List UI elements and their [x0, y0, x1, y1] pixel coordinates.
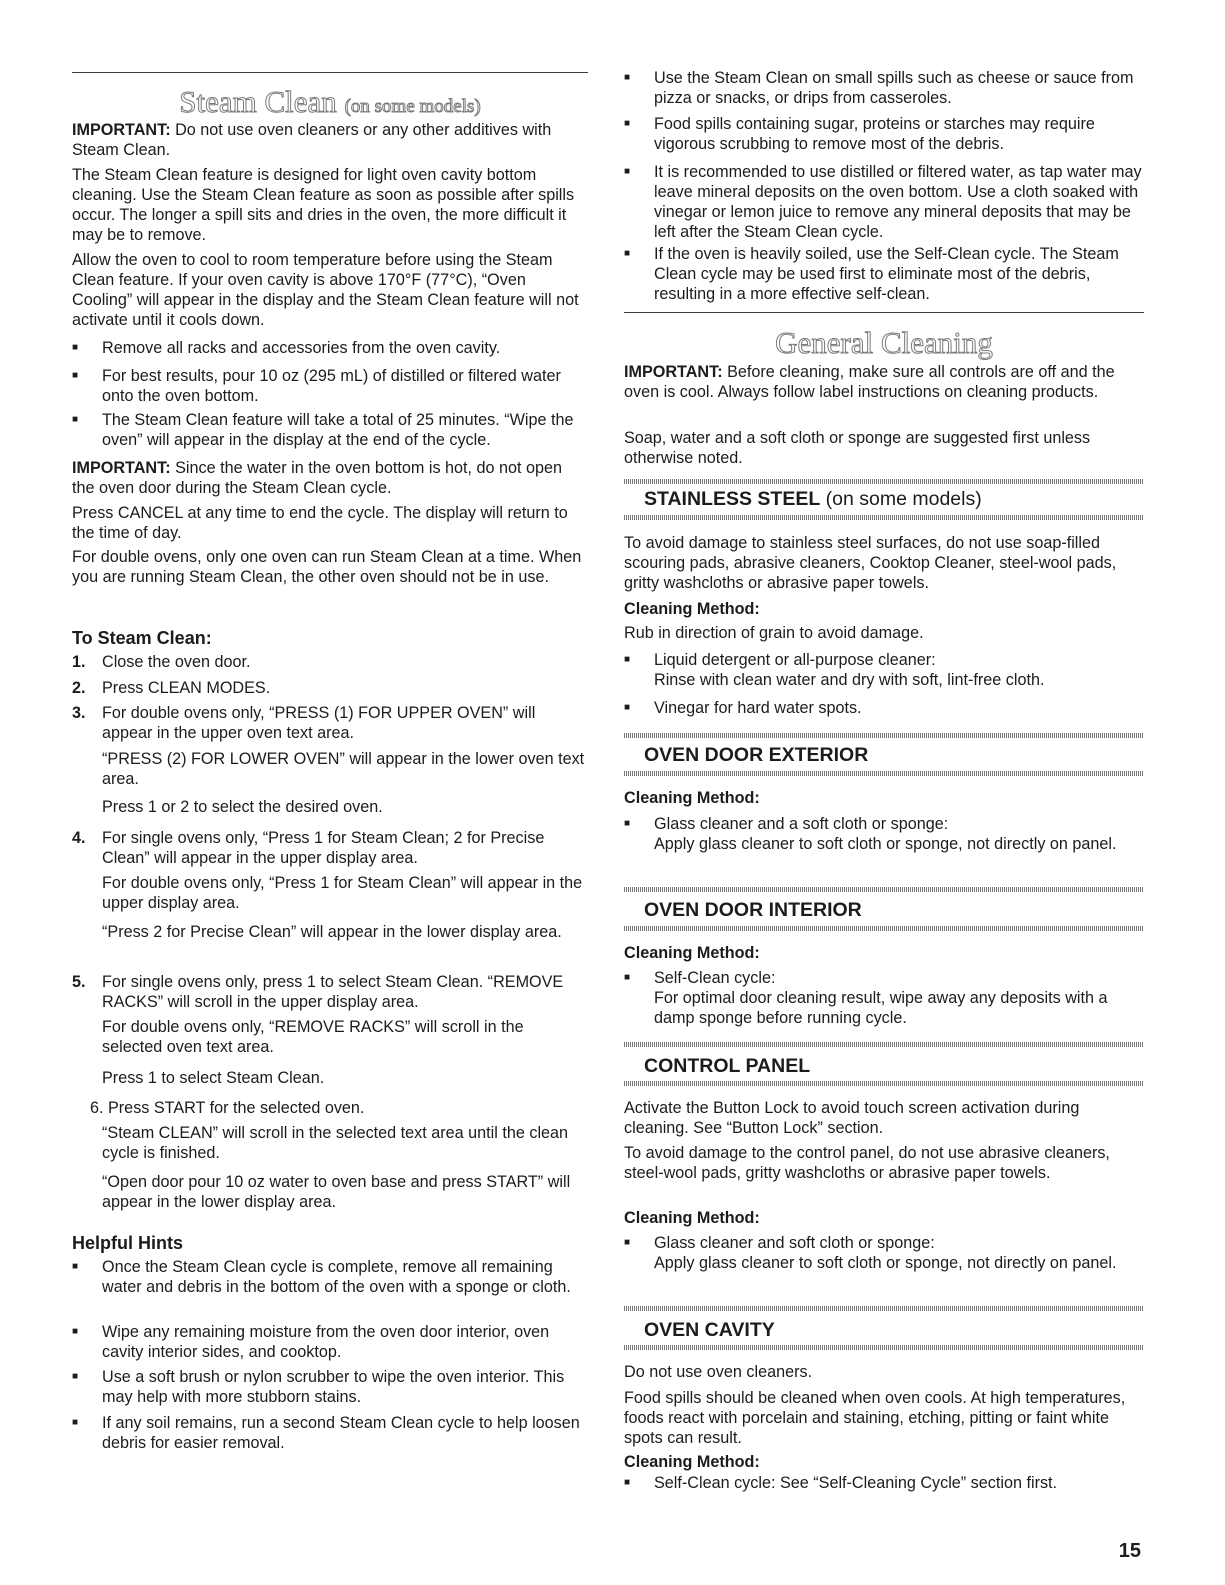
to-steam-clean-heading: To Steam Clean: — [72, 628, 212, 648]
list-item: ■ If the oven is heavily soiled, use the Self-Clean cycle. The Steam Clean cycle may be used first to eliminate most of the debris, resulting in a more effective self-clean. — [624, 245, 1119, 303]
list-item: ■ Wipe any remaining moisture from the oven door interior, oven cavity interior sides, and cooktop. — [72, 1323, 550, 1361]
cleaning-method-label: Cleaning Method: — [624, 1453, 760, 1471]
cleaning-method-label: Cleaning Method: — [624, 944, 760, 962]
list-item: ■ Self-Clean cycle: For optimal door cleaning result, wipe away any deposits with a damp sponge before running cycle. — [624, 969, 1108, 1027]
section-divider — [624, 1081, 1144, 1086]
page-number: 15 — [1118, 1540, 1141, 1562]
paragraph: For double ovens, only one oven can run Steam Clean at a time. When you are running Steam Clean, the other oven should not be in use. — [72, 548, 582, 586]
list-item: ■ Glass cleaner and soft cloth or sponge: Apply glass cleaner to soft cloth or sponge, not directly on panel. — [624, 1234, 1117, 1272]
step: 5. For single ovens only, press 1 to select Steam Clean. “REMOVE RACKS” will scroll in the upper display area. — [72, 973, 564, 1011]
list-item: ■ Use a soft brush or nylon scrubber to wipe the oven interior. This may help with more stubborn stains. — [72, 1368, 565, 1406]
paragraph: Press CANCEL at any time to end the cycle. The display will return to the time of day. — [72, 504, 568, 542]
section-divider — [624, 479, 1144, 484]
paragraph: To avoid damage to stainless steel surfaces, do not use soap-filled scouring pads, abrasive cleaners, Cooktop Cleaner, steel-wool pads, gritty washcloths or abrasive paper towels. — [624, 534, 1117, 592]
step: 1. Close the oven door. — [72, 653, 251, 671]
important-note-2: IMPORTANT: Since the water in the oven bottom is hot, do not open the oven door during the Steam Clean cycle. — [72, 459, 563, 497]
step: Press 1 to select Steam Clean. — [102, 1069, 325, 1087]
general-cleaning-title: General Cleaning — [775, 325, 993, 360]
section-divider — [624, 771, 1144, 776]
step: 6. Press START for the selected oven. — [90, 1099, 365, 1117]
paragraph: Allow the oven to cool to room temperature before using the Steam Clean feature. If your oven cavity is above 170°F (77°C), “Oven Cooling” will appear in the display and the Steam Clean feature will not activate until it cools down. — [72, 251, 579, 329]
cleaning-method-label: Cleaning Method: — [624, 1209, 760, 1227]
step: 2. Press CLEAN MODES. — [72, 679, 271, 697]
step: “PRESS (2) FOR LOWER OVEN” will appear in the lower oven text area. — [102, 750, 585, 788]
step: 4. For single ovens only, “Press 1 for Steam Clean; 2 for Precise Clean” will appear in the upper display area. — [72, 829, 545, 867]
cleaning-method-label: Cleaning Method: — [624, 600, 760, 618]
list-item: ■ Use the Steam Clean on small spills such as cheese or sauce from pizza or snacks, or drips from casseroles. — [624, 69, 1134, 107]
section-divider — [624, 1345, 1144, 1350]
paragraph: Soap, water and a soft cloth or sponge are suggested first unless otherwise noted. — [624, 429, 1091, 467]
section-divider — [624, 887, 1144, 892]
list-item: ■ Remove all racks and accessories from the oven cavity. — [72, 339, 501, 357]
paragraph: To avoid damage to the control panel, do not use abrasive cleaners, steel-wool pads, gritty washcloths or abrasive paper towels. — [624, 1144, 1110, 1182]
step: “Steam CLEAN” will scroll in the selected text area until the clean cycle is finished. — [102, 1124, 569, 1162]
list-item: ■ Vinegar for hard water spots. — [624, 699, 862, 717]
oven-cavity-heading: OVEN CAVITY — [644, 1319, 775, 1341]
helpful-hints-heading: Helpful Hints — [72, 1233, 183, 1253]
step: “Open door pour 10 oz water to oven base and press START” will appear in the lower display area. — [102, 1173, 571, 1211]
list-item: ■ It is recommended to use distilled or filtered water, as tap water may leave mineral deposits on the oven bottom. Use a cloth soaked with vinegar or lemon juice to remove any mineral deposits that may be left after the Steam Clean cycle. — [624, 163, 1142, 241]
steam-clean-title: Steam Clean (on some models) — [179, 84, 481, 119]
section-divider — [624, 926, 1144, 931]
step: “Press 2 for Precise Clean” will appear in the lower display area. — [102, 923, 562, 941]
top-rule — [72, 72, 588, 73]
section-rule — [624, 312, 1144, 313]
list-item: ■ Food spills containing sugar, proteins or starches may require vigorous scrubbing to remove most of the debris. — [624, 115, 1095, 153]
step: Press 1 or 2 to select the desired oven. — [102, 798, 383, 816]
step: For double ovens only, “REMOVE RACKS” will scroll in the selected oven text area. — [102, 1018, 524, 1056]
paragraph: Rub in direction of grain to avoid damage. — [624, 624, 924, 642]
section-divider — [624, 515, 1144, 520]
paragraph: Activate the Button Lock to avoid touch screen activation during cleaning. See “Button Lock” section. — [624, 1099, 1080, 1137]
step: For double ovens only, “Press 1 for Steam Clean” will appear in the upper display area. — [102, 874, 583, 912]
list-item: ■ Once the Steam Clean cycle is complete, remove all remaining water and debris in the bottom of the oven with a sponge or cloth. — [72, 1258, 571, 1296]
section-divider — [624, 1306, 1144, 1311]
list-item: ■ Glass cleaner and a soft cloth or sponge: Apply glass cleaner to soft cloth or sponge, not directly on panel. — [624, 815, 1117, 853]
important-note-1: IMPORTANT: Do not use oven cleaners or any other additives with Steam Clean. — [72, 121, 552, 159]
oven-door-interior-heading: OVEN DOOR INTERIOR — [644, 899, 862, 921]
list-item: ■ Self-Clean cycle: See “Self-Cleaning Cycle” section first. — [624, 1474, 1058, 1492]
paragraph: The Steam Clean feature is designed for light oven cavity bottom cleaning. Use the Steam Clean feature as soon as possible after spills occur. The longer a spill sits and dries in the oven, the more difficult it may be to remove. — [72, 166, 575, 244]
stainless-steel-heading: STAINLESS STEEL (on some models) — [644, 488, 982, 510]
cleaning-method-label: Cleaning Method: — [624, 789, 760, 807]
step: 3. For double ovens only, “PRESS (1) FOR UPPER OVEN” will appear in the upper oven text area. — [72, 704, 536, 742]
list-item: ■ If any soil remains, run a second Steam Clean cycle to help loosen debris for easier removal. — [72, 1414, 580, 1452]
list-item: ■ The Steam Clean feature will take a total of 25 minutes. “Wipe the oven” will appear in the display at the end of the cycle. — [72, 411, 574, 449]
list-item: ■ Liquid detergent or all-purpose cleaner: Rinse with clean water and dry with soft, lint-free cloth. — [624, 651, 1045, 689]
section-divider — [624, 1042, 1144, 1047]
important-note: IMPORTANT: Before cleaning, make sure all controls are off and the oven is cool. Always follow label instructions on cleaning products. — [624, 363, 1115, 401]
oven-door-exterior-heading: OVEN DOOR EXTERIOR — [644, 744, 869, 766]
section-divider — [624, 733, 1144, 738]
paragraph: Food spills should be cleaned when oven cools. At high temperatures, foods react with porcelain and staining, etching, pitting or faint white spots can result. — [624, 1389, 1126, 1447]
paragraph: Do not use oven cleaners. — [624, 1363, 813, 1381]
control-panel-heading: CONTROL PANEL — [644, 1055, 811, 1077]
list-item: ■ For best results, pour 10 oz (295 mL) of distilled or filtered water onto the oven bottom. — [72, 367, 561, 405]
